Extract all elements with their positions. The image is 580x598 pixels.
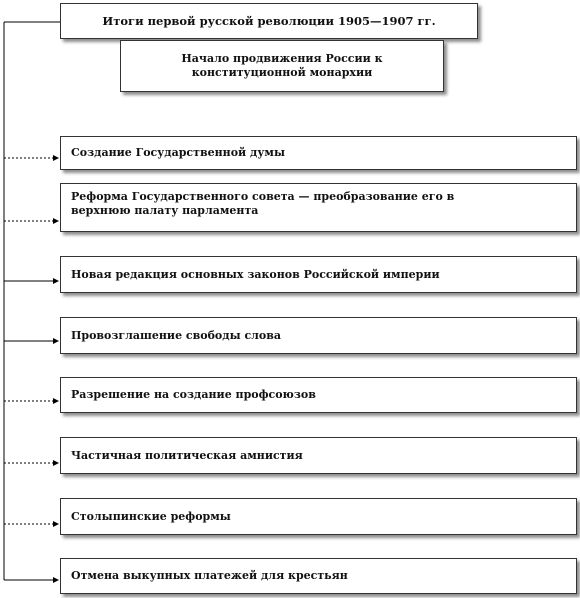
result-box-3 [60,256,577,293]
result-box-5 [60,377,577,413]
result-box-8 [60,558,577,594]
diagram-title-text: Итоги первой русской революции 1905—1907 гг. [102,14,436,28]
result-text-2: Реформа Государственного совета — преобразование его в верхнюю палату парламента [71,190,455,217]
result-text-1: Создание Государственной думы [71,146,285,159]
result-text-5: Разрешение на создание профсоюзов [71,388,316,401]
result-box-2 [60,183,577,232]
result-text-7: Столыпинские реформы [71,509,231,523]
diagram-subtitle-text: Начало продвижения России к конституционной монархии [181,52,383,79]
result-text-3: Новая редакция основных законов Российской империи [71,267,440,281]
result-box-6 [60,437,577,474]
result-text-8: Отмена выкупных платежей для крестьян [71,569,348,582]
diagram-subtitle-box [120,40,444,92]
diagram-title [60,3,478,39]
result-box-7 [60,498,577,535]
result-box-1 [60,136,577,170]
result-text-6: Частичная политическая амнистия [71,448,303,462]
result-text-4: Провозглашение свободы слова [71,328,281,342]
result-box-4 [60,317,577,354]
